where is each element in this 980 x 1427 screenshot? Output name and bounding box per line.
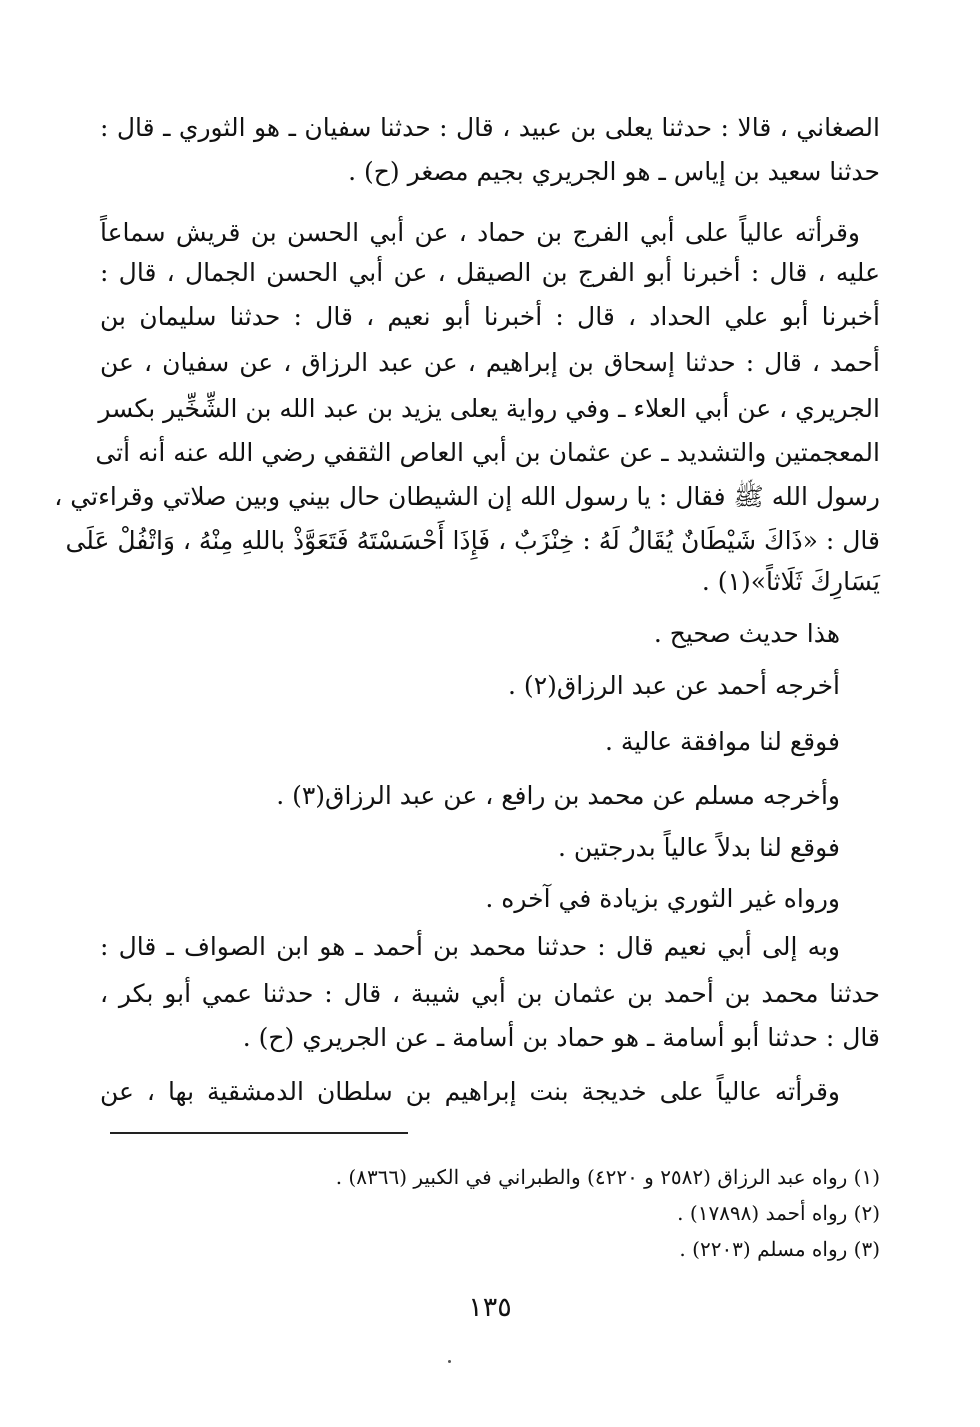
speck	[448, 1360, 451, 1363]
text-line: قال : حدثنا أبو أسامة ـ هو حماد بن أسامة ـ عن الجريري (ح) .	[242, 1023, 880, 1052]
footnote: (٣) رواه مسلم (٢٢٠٣) .	[679, 1237, 880, 1261]
text-line: حدثنا محمد بن أحمد بن عثمان بن أبي شيبة ، قال : حدثنا عمي أبو بكر ،	[100, 979, 880, 1008]
text-line: أخرجه أحمد عن عبد الرزاق(٢) .	[508, 671, 840, 700]
text-line: الجريري ، عن أبي العلاء ـ وفي رواية يعلى يزيد بن عبد الله بن الشِّخِّير بكسر	[98, 394, 880, 423]
text-line: فوقع لنا موافقة عالية .	[605, 727, 840, 756]
page-number: ١٣٥	[468, 1292, 512, 1323]
text-line: المعجمتين والتشديد ـ عن عثمان بن أبي العاص الثقفي رضي الله عنه أنه أتى	[95, 438, 880, 467]
text-line: فوقع لنا بدلاً عالياً بدرجتين .	[558, 833, 840, 862]
text-line: يَسَارِكَ ثَلَاثاً»(١) .	[701, 567, 880, 596]
footnote-separator	[110, 1132, 408, 1134]
footnote: (٢) رواه أحمد (١٧٨٩٨) .	[677, 1201, 880, 1225]
text-line: وأخرجه مسلم عن محمد بن رافع ، عن عبد الرزاق(٣) .	[276, 781, 840, 810]
footnote: (١) رواه عبد الرزاق (٢٥٨٢ و ٤٢٢٠) والطبراني في الكبير (٨٣٦٦) .	[335, 1165, 880, 1189]
text-line: أخبرنا أبو علي الحداد ، قال : أخبرنا أبو نعيم ، قال : حدثنا سليمان بن	[100, 302, 880, 331]
text-line: هذا حديث صحيح .	[653, 619, 840, 648]
text-line: وقرأته عالياً على أبي الفرج بن حماد ، عن أبي الحسن بن قريش سماعاً	[100, 218, 860, 247]
text-line: قال : «ذَاكَ شَيْطَانٌ يُقَالُ لَهُ : خِنْزَبٌ ، فَإِذَا أَحْسَسْتَهُ فَتَعَوَّذْ باللهِ مِنْهُ ، وَاتْفُلْ عَلَى	[65, 526, 880, 555]
text-line: وبه إلى أبي نعيم قال : حدثنا محمد بن أحمد ـ هو ابن الصواف ـ قال :	[100, 932, 840, 961]
text-line: الصغاني ، قالا : حدثنا يعلى بن عبيد ، قال : حدثنا سفيان ـ هو الثوري ـ قال :	[100, 113, 880, 142]
text-line: وقرأته عالياً على خديجة بنت إبراهيم بن سلطان الدمشقية بها ، عن	[100, 1077, 840, 1106]
text-line: أحمد ، قال : حدثنا إسحاق بن إبراهيم ، عن عبد الرزاق ، عن سفيان ، عن	[100, 348, 880, 377]
text-line: حدثنا سعيد بن إياس ـ هو الجريري بجيم مصغر (ح) .	[348, 157, 880, 186]
text-line: رسول الله ﷺ فقال : يا رسول الله إن الشيطان حال بيني وبين صلاتي وقراءتي ،	[54, 482, 880, 511]
text-line: عليه ، قال : أخبرنا أبو الفرج بن الصيقل ، عن أبي الحسن الجمال ، قال :	[100, 258, 880, 287]
text-line: ورواه غير الثوري بزيادة في آخره .	[485, 884, 840, 913]
